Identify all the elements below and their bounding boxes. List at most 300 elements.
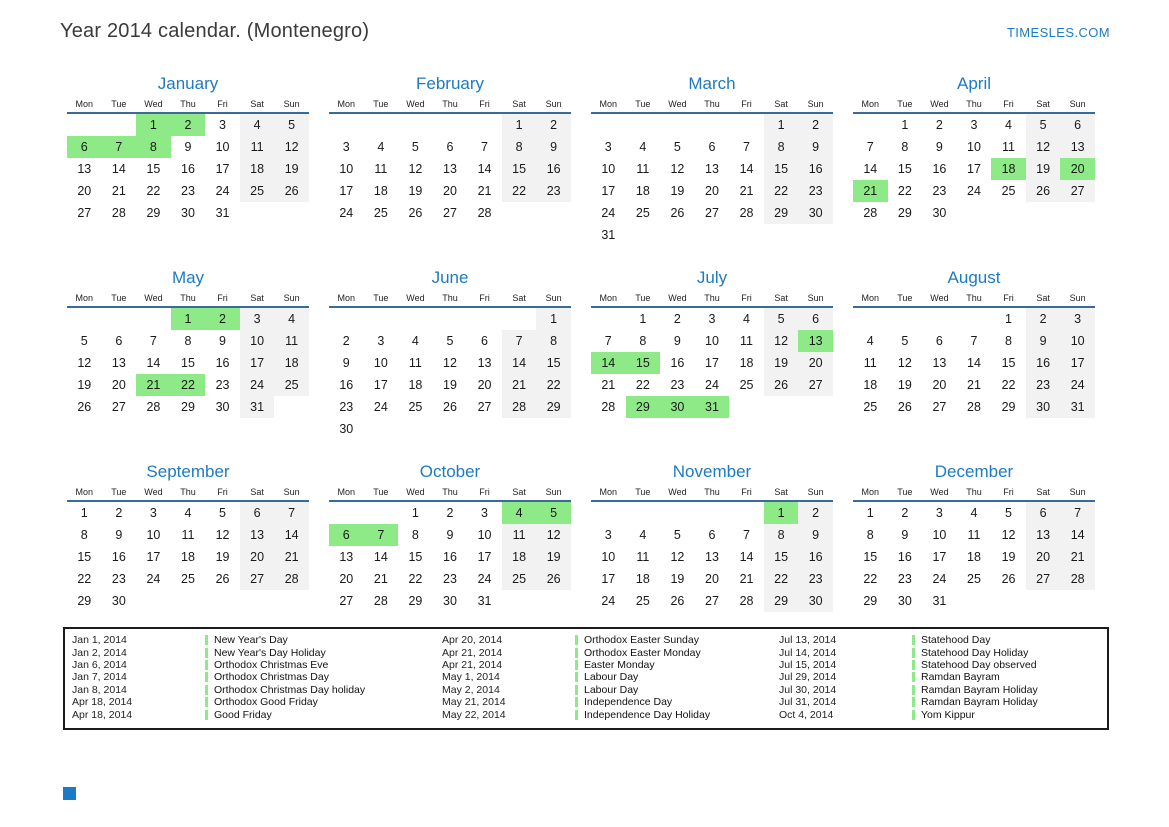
- day-1: 1: [1005, 312, 1012, 326]
- empty-cell: [695, 502, 730, 524]
- weekday-label: Fri: [1003, 293, 1014, 303]
- legend-entry: [72, 696, 442, 708]
- day-9: 9: [342, 356, 350, 370]
- day-16: 16: [111, 550, 126, 564]
- day-24: 24: [1060, 374, 1095, 396]
- day-6: 6: [240, 502, 275, 524]
- week-row: [853, 308, 1095, 330]
- holiday-marker-icon: [912, 635, 915, 645]
- week-row: [329, 418, 571, 440]
- holiday-marker-icon: [575, 648, 578, 658]
- week-row: [329, 546, 571, 568]
- day-20: 20: [339, 572, 354, 586]
- day-31: 31: [1060, 396, 1095, 418]
- day-20: 20: [1060, 158, 1095, 180]
- day-6: 6: [798, 308, 833, 330]
- weekday-label: Wed: [144, 487, 163, 497]
- day-20: 20: [477, 378, 492, 392]
- weekday-label: Mon: [861, 487, 880, 497]
- weekday-label: Sat: [774, 99, 788, 109]
- day-11: 11: [374, 162, 388, 176]
- weekday-label: Tue: [373, 99, 389, 109]
- day-18: 18: [739, 356, 754, 370]
- legend-entry: [442, 659, 779, 671]
- week-row: [67, 546, 309, 568]
- day-13: 13: [798, 330, 833, 352]
- week-row: [853, 136, 1095, 158]
- day-10: 10: [215, 140, 230, 154]
- day-22: 22: [1001, 378, 1016, 392]
- holiday-marker-icon: [575, 685, 578, 695]
- day-5: 5: [446, 334, 454, 348]
- legend-entry: [442, 646, 779, 658]
- legend-holiday-name: New Year's Day Holiday: [214, 646, 326, 659]
- day-18: 18: [373, 184, 388, 198]
- weekday-label: Mon: [599, 293, 618, 303]
- header: [0, 0, 1169, 43]
- week-row: [591, 136, 833, 158]
- day-25: 25: [635, 594, 650, 608]
- day-17: 17: [339, 184, 354, 198]
- legend-date: Jan 1, 2014: [72, 634, 127, 647]
- week-row: [67, 308, 309, 330]
- weekday-label: Thu: [704, 293, 720, 303]
- weekday-header-row: [591, 293, 833, 308]
- week-row: [329, 502, 571, 524]
- day-16: 16: [1026, 352, 1061, 374]
- day-20: 20: [705, 184, 719, 198]
- week-row: [853, 114, 1095, 136]
- day-26: 26: [897, 400, 912, 414]
- day-30: 30: [215, 400, 230, 414]
- weekday-label: Wed: [144, 293, 163, 303]
- weekday-header-row: [591, 487, 833, 502]
- day-18: 18: [635, 572, 650, 586]
- day-4: 4: [743, 312, 750, 326]
- week-row: [853, 568, 1095, 590]
- week-row: [329, 180, 571, 202]
- weekday-header-row: [67, 99, 309, 114]
- day-12: 12: [670, 550, 685, 564]
- empty-cell: [467, 308, 502, 330]
- day-12: 12: [1026, 136, 1061, 158]
- day-1: 1: [866, 506, 874, 520]
- weekday-label: Wed: [930, 293, 949, 303]
- day-3: 3: [604, 528, 612, 542]
- day-6: 6: [67, 136, 102, 158]
- empty-cell: [67, 308, 102, 330]
- week-row: [67, 114, 309, 136]
- day-13: 13: [443, 162, 457, 176]
- day-24: 24: [373, 400, 388, 414]
- empty-cell: [502, 202, 537, 224]
- day-5: 5: [1026, 114, 1061, 136]
- weekday-label: Tue: [635, 99, 651, 109]
- day-24: 24: [705, 378, 719, 392]
- day-24: 24: [146, 572, 161, 586]
- month-title: March: [688, 74, 736, 93]
- day-21: 21: [502, 374, 537, 396]
- legend-date: May 1, 2014: [442, 671, 500, 684]
- legend-date: Oct 4, 2014: [779, 708, 834, 721]
- holiday-marker-icon: [205, 660, 208, 670]
- weekday-label: Thu: [966, 487, 982, 497]
- week-row: [329, 374, 571, 396]
- weekday-label: Sat: [512, 99, 526, 109]
- legend-date: Apr 18, 2014: [72, 708, 133, 721]
- day-31: 31: [240, 396, 275, 418]
- day-8: 8: [80, 528, 88, 542]
- day-26: 26: [215, 572, 230, 586]
- weekday-label: Fri: [479, 99, 490, 109]
- day-28: 28: [967, 400, 981, 414]
- empty-cell: [888, 308, 923, 330]
- legend-date: Jul 13, 2014: [779, 634, 837, 647]
- legend-date: May 2, 2014: [442, 683, 500, 696]
- month-december: [853, 461, 1095, 612]
- weekday-header-row: [853, 99, 1095, 114]
- day-22: 22: [764, 180, 799, 202]
- weekday-header-row: [853, 293, 1095, 308]
- day-24: 24: [932, 572, 947, 586]
- day-28: 28: [863, 206, 878, 220]
- legend-holiday-name: Yom Kippur: [921, 708, 975, 721]
- day-21: 21: [739, 572, 754, 586]
- day-14: 14: [967, 356, 981, 370]
- legend-date: May 22, 2014: [442, 708, 506, 721]
- day-15: 15: [502, 158, 537, 180]
- month-title: February: [415, 74, 485, 93]
- day-25: 25: [863, 400, 878, 414]
- week-row: [591, 374, 833, 396]
- day-10: 10: [240, 330, 275, 352]
- day-11: 11: [181, 528, 195, 542]
- month-title: April: [956, 74, 991, 93]
- legend-holiday-name: Independence Day: [584, 696, 673, 709]
- day-25: 25: [373, 206, 388, 220]
- day-26: 26: [274, 180, 309, 202]
- week-row: [591, 158, 833, 180]
- day-10: 10: [146, 528, 161, 542]
- day-27: 27: [339, 594, 354, 608]
- day-11: 11: [502, 524, 537, 546]
- day-13: 13: [77, 162, 92, 176]
- day-8: 8: [1005, 334, 1012, 348]
- empty-cell: [364, 502, 399, 524]
- weekday-label: Wed: [144, 99, 163, 109]
- day-14: 14: [373, 550, 388, 564]
- legend-date: Apr 20, 2014: [442, 634, 503, 647]
- day-28: 28: [373, 594, 388, 608]
- legend-holiday-name: Orthodox Christmas Eve: [214, 658, 329, 671]
- day-15: 15: [764, 158, 799, 180]
- weekday-label: Sat: [1036, 487, 1050, 497]
- legend-date: Jul 30, 2014: [779, 683, 837, 696]
- empty-cell: [329, 114, 364, 136]
- weekday-label: Fri: [217, 99, 228, 109]
- empty-cell: [660, 502, 695, 524]
- day-25: 25: [635, 206, 650, 220]
- week-row: [329, 568, 571, 590]
- weekday-label: Mon: [337, 487, 356, 497]
- empty-cell: [67, 114, 102, 136]
- day-31: 31: [601, 228, 616, 242]
- day-13: 13: [932, 356, 947, 370]
- weekday-label: Fri: [479, 293, 490, 303]
- day-11: 11: [274, 330, 309, 352]
- day-16: 16: [670, 356, 685, 370]
- day-16: 16: [798, 546, 833, 568]
- month-january: [67, 73, 309, 267]
- day-8: 8: [866, 528, 874, 542]
- day-25: 25: [274, 374, 309, 396]
- day-7: 7: [743, 528, 750, 542]
- day-2: 2: [342, 334, 350, 348]
- day-12: 12: [443, 356, 457, 370]
- day-2: 2: [798, 114, 833, 136]
- weekday-label: Thu: [180, 99, 196, 109]
- day-12: 12: [536, 524, 571, 546]
- week-row: [591, 202, 833, 224]
- holiday-marker-icon: [912, 685, 915, 695]
- weekday-label: Sun: [1069, 293, 1086, 303]
- weekday-header-row: [67, 487, 309, 502]
- day-4: 4: [639, 140, 647, 154]
- week-row: [591, 546, 833, 568]
- day-14: 14: [274, 524, 309, 546]
- day-23: 23: [443, 572, 457, 586]
- day-9: 9: [1026, 330, 1061, 352]
- empty-cell: [729, 396, 764, 418]
- week-row: [329, 524, 571, 546]
- day-14: 14: [146, 356, 161, 370]
- empty-cell: [398, 308, 433, 330]
- day-21: 21: [853, 180, 888, 202]
- day-26: 26: [1026, 180, 1061, 202]
- day-12: 12: [670, 162, 685, 176]
- day-17: 17: [1060, 352, 1095, 374]
- legend-entry: [442, 634, 779, 646]
- empty-cell: [660, 114, 695, 136]
- day-9: 9: [115, 528, 123, 542]
- week-row: [67, 202, 309, 224]
- weekday-label: Sun: [807, 293, 824, 303]
- day-31: 31: [477, 594, 492, 608]
- empty-cell: [433, 114, 468, 136]
- week-row: [329, 352, 571, 374]
- empty-cell: [274, 590, 309, 612]
- day-29: 29: [146, 206, 161, 220]
- day-26: 26: [443, 400, 457, 414]
- weekday-label: Tue: [635, 293, 651, 303]
- legend-date: Apr 18, 2014: [72, 696, 133, 709]
- holiday-marker-icon: [575, 672, 578, 682]
- day-30: 30: [897, 594, 912, 608]
- week-row: [591, 396, 833, 418]
- week-row: [853, 180, 1095, 202]
- weekday-label: Sun: [283, 293, 300, 303]
- week-row: [591, 330, 833, 352]
- weekday-label: Tue: [111, 487, 127, 497]
- day-14: 14: [502, 352, 537, 374]
- day-1: 1: [764, 502, 799, 524]
- holiday-marker-icon: [205, 672, 208, 682]
- day-3: 3: [481, 506, 488, 520]
- day-15: 15: [1001, 356, 1016, 370]
- week-row: [329, 202, 571, 224]
- empty-cell: [626, 224, 661, 246]
- day-7: 7: [481, 140, 488, 154]
- day-6: 6: [446, 140, 454, 154]
- weekday-label: Sat: [774, 487, 788, 497]
- month-title: January: [157, 74, 219, 93]
- weekday-label: Sun: [545, 487, 562, 497]
- day-29: 29: [626, 396, 661, 418]
- day-17: 17: [477, 550, 492, 564]
- legend-holiday-name: Good Friday: [214, 708, 272, 721]
- month-title: September: [146, 462, 230, 481]
- legend-entry: [72, 634, 442, 646]
- day-9: 9: [901, 528, 909, 542]
- day-2: 2: [115, 506, 123, 520]
- day-20: 20: [240, 546, 275, 568]
- day-13: 13: [477, 356, 492, 370]
- day-13: 13: [339, 550, 354, 564]
- legend-holiday-name: Orthodox Christmas Day holiday: [214, 683, 366, 696]
- day-7: 7: [149, 334, 157, 348]
- empty-cell: [798, 396, 833, 418]
- day-30: 30: [798, 590, 833, 612]
- legend-entry: [779, 671, 1101, 683]
- day-2: 2: [205, 308, 240, 330]
- day-18: 18: [991, 158, 1026, 180]
- day-10: 10: [477, 528, 492, 542]
- empty-cell: [922, 308, 957, 330]
- day-3: 3: [708, 312, 716, 326]
- weekday-label: Wed: [668, 99, 687, 109]
- day-17: 17: [967, 162, 981, 176]
- day-3: 3: [604, 140, 612, 154]
- empty-cell: [1060, 590, 1095, 612]
- empty-cell: [536, 202, 571, 224]
- day-11: 11: [408, 356, 422, 370]
- day-8: 8: [184, 334, 192, 348]
- empty-cell: [1026, 202, 1061, 224]
- day-14: 14: [739, 550, 754, 564]
- day-24: 24: [339, 206, 354, 220]
- legend-date: Jan 2, 2014: [72, 646, 127, 659]
- weekday-label: Sat: [1036, 293, 1050, 303]
- day-21: 21: [601, 378, 616, 392]
- empty-cell: [798, 224, 833, 246]
- day-2: 2: [536, 114, 571, 136]
- day-4: 4: [970, 506, 978, 520]
- legend-holiday-name: Ramdan Bayram: [921, 671, 1000, 684]
- day-30: 30: [798, 202, 833, 224]
- day-6: 6: [708, 528, 716, 542]
- weekday-label: Thu: [442, 487, 458, 497]
- day-8: 8: [502, 136, 537, 158]
- weekday-label: Fri: [741, 487, 752, 497]
- day-9: 9: [446, 528, 454, 542]
- weekday-label: Sun: [807, 487, 824, 497]
- legend-holiday-name: Statehood Day observed: [921, 658, 1037, 671]
- holiday-marker-icon: [205, 635, 208, 645]
- legend-entry: [72, 646, 442, 658]
- day-2: 2: [171, 114, 206, 136]
- weekday-header-row: [329, 293, 571, 308]
- holiday-marker-icon: [912, 710, 915, 720]
- day-8: 8: [411, 528, 419, 542]
- day-10: 10: [601, 550, 616, 564]
- day-22: 22: [635, 378, 650, 392]
- day-5: 5: [673, 140, 681, 154]
- day-7: 7: [604, 334, 612, 348]
- day-27: 27: [932, 400, 947, 414]
- day-4: 4: [377, 140, 385, 154]
- empty-cell: [764, 396, 799, 418]
- weekday-label: Sun: [283, 487, 300, 497]
- week-row: [853, 502, 1095, 524]
- day-20: 20: [1026, 546, 1061, 568]
- day-21: 21: [136, 374, 171, 396]
- weekday-label: Mon: [75, 99, 94, 109]
- day-10: 10: [339, 162, 354, 176]
- day-9: 9: [536, 136, 571, 158]
- day-12: 12: [77, 356, 92, 370]
- day-24: 24: [601, 594, 616, 608]
- site-link[interactable]: TIMESLES.COM: [1006, 25, 1110, 40]
- day-5: 5: [764, 308, 799, 330]
- weekday-label: Sun: [545, 293, 562, 303]
- weekday-label: Wed: [930, 487, 949, 497]
- day-6: 6: [1026, 502, 1061, 524]
- weekday-label: Mon: [337, 99, 356, 109]
- day-25: 25: [240, 180, 275, 202]
- weekday-label: Tue: [111, 293, 127, 303]
- day-28: 28: [601, 400, 616, 414]
- empty-cell: [171, 590, 206, 612]
- day-23: 23: [339, 400, 354, 414]
- empty-cell: [240, 590, 275, 612]
- day-19: 19: [443, 378, 457, 392]
- day-18: 18: [635, 184, 650, 198]
- day-15: 15: [764, 546, 799, 568]
- day-26: 26: [536, 568, 571, 590]
- empty-cell: [1026, 590, 1061, 612]
- day-5: 5: [673, 528, 681, 542]
- empty-cell: [695, 114, 730, 136]
- day-1: 1: [764, 114, 799, 136]
- day-31: 31: [695, 396, 730, 418]
- day-16: 16: [181, 162, 195, 176]
- week-row: [329, 158, 571, 180]
- weekday-label: Sat: [512, 293, 526, 303]
- day-8: 8: [764, 136, 799, 158]
- day-8: 8: [764, 524, 799, 546]
- day-13: 13: [111, 356, 126, 370]
- day-11: 11: [967, 528, 981, 542]
- day-5: 5: [274, 114, 309, 136]
- day-5: 5: [901, 334, 909, 348]
- holiday-marker-icon: [912, 697, 915, 707]
- day-15: 15: [408, 550, 423, 564]
- day-19: 19: [274, 158, 309, 180]
- empty-cell: [591, 308, 626, 330]
- day-23: 23: [536, 180, 571, 202]
- day-4: 4: [240, 114, 275, 136]
- day-2: 2: [901, 506, 909, 520]
